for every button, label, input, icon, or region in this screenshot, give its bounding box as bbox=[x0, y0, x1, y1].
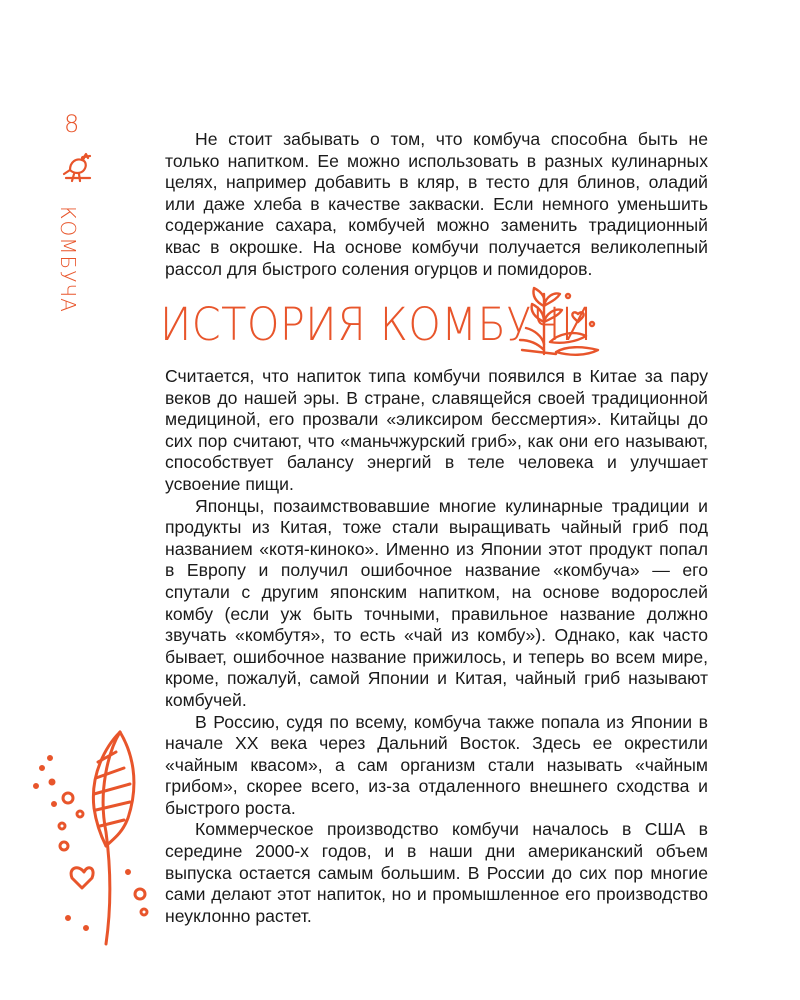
section-heading: ИСТОРИЯ КОМБУЧИ bbox=[160, 298, 593, 351]
page-number: 8 bbox=[64, 110, 80, 138]
history-paragraph: Коммерческое производство комбучи началось в США в середине 2000-х годов, и в наши дни американский объем выпуска остается самым большим. В России до сих пор многие сами делают этот напиток, но и промышленное его производство неуклонно растет. bbox=[165, 819, 708, 926]
history-paragraph: В Россию, судя по всему, комбуча также попала из Японии в начале XX века через Дальний Восток. Здесь ее окрестили «чайным квасом», а сам организм стали называть «чайным грибом», скорее всего, из-за отдаленного внешнего сходства и быстрого роста. bbox=[165, 711, 708, 818]
history-paragraph: Считается, что напиток типа комбучи появился в Китае за пару веков до нашей эры. В стране, славящейся своей традиционной медициной, его прозвали «эликсиром бессмертия». Китайцы до сих пор считают, что «маньчжурский гриб», как они его называют, способствует балансу энергий в теле человека и улучшает усвоение пищи. bbox=[165, 366, 708, 494]
leaf-heart-ornament-icon bbox=[516, 284, 608, 360]
history-section bbox=[165, 366, 708, 927]
history-paragraph: Японцы, позаимствовавшие многие кулинарные традиции и продукты из Китая, тоже стали выращивать чайный гриб под названием «котя-киноко». Именно из Японии этот продукт попал в Европу и получил ошибочное название «комбуча» — его спутали с другим японским напитком, на основе водорослей комбу (если уж быть точными, правильное название должно звучать «комбутя», то есть «чай из комбу»). Однако, как часто бывает, ошибочное название прижилось, и теперь во всем мире, кроме, пожалуй, самой Японии и Китая, чайный гриб называют комбучей. bbox=[165, 495, 708, 710]
intro-paragraph: Не стоит забывать о том, что комбуча способна быть не только напитком. Ее можно использовать в разных кулинарных целях, например добавить в кляр, в тесто для блинов, оладий или даже хлеба в качестве закваски. Если немного уменьшить содержание сахара, комбучей можно заменить традиционный квас в окрошке. На основе комбучи получается великолепный рассол для быстрого соления огурцов и помидоров. bbox=[165, 129, 708, 279]
running-title: КОМБУЧА bbox=[56, 206, 80, 313]
wheat-ear-ornament-icon bbox=[28, 722, 156, 952]
intro-text bbox=[165, 129, 708, 280]
bird-icon bbox=[60, 148, 96, 184]
